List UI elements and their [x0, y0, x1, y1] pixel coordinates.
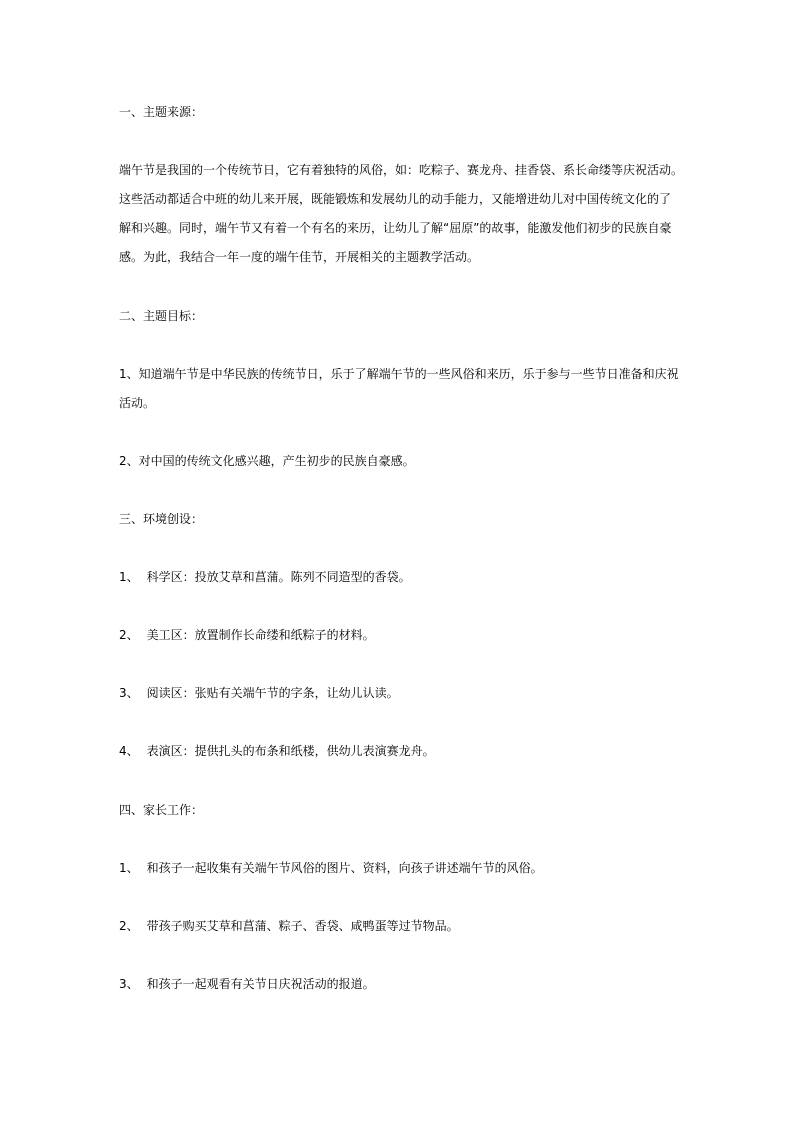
- list-item-text: 和孩子一起观看有关节日庆祝活动的报道。: [146, 977, 375, 991]
- list-item-text: 美工区：放置制作长命缕和纸粽子的材料。: [146, 628, 375, 642]
- list-item-number: 2、: [119, 919, 139, 933]
- list-item-number: 1、: [119, 861, 139, 875]
- list-item-text: 带孩子购买艾草和菖蒲、粽子、香袋、咸鸭蛋等过节物品。: [146, 919, 459, 933]
- list-item-number: 1、: [119, 570, 139, 584]
- list-item-number: 2、: [119, 628, 139, 642]
- list-item-number: 3、: [119, 686, 139, 700]
- section-heading: 四、家长工作：: [119, 803, 204, 817]
- section-heading: 二、主题目标：: [119, 309, 204, 323]
- list-item: [119, 744, 689, 758]
- list-item: [119, 686, 689, 700]
- list-item-text: 和孩子一起收集有关端午节风俗的图片、资料，向孩子讲述端午节的风俗。: [146, 861, 543, 875]
- list-item: [119, 570, 689, 584]
- list-item: 2、对中国的传统文化感兴趣，产生初步的民族自豪感。: [119, 454, 415, 468]
- list-item: [119, 919, 689, 933]
- list-item-text: 科学区：投放艾草和菖蒲。陈列不同造型的香袋。: [146, 570, 411, 584]
- list-item: [119, 628, 689, 642]
- list-item: [119, 861, 689, 875]
- list-item-number: 3、: [119, 977, 139, 991]
- section-heading: 三、环境创设：: [119, 512, 204, 526]
- section-heading: 一、主题来源：: [119, 105, 204, 119]
- list-item-text: 阅读区：张贴有关端午节的字条，让幼儿认读。: [146, 686, 399, 700]
- list-item: [119, 977, 689, 991]
- list-item-line: 活动。: [119, 396, 156, 410]
- list-item-text: 表演区：提供扎头的布条和纸楼，供幼儿表演赛龙舟。: [146, 744, 435, 758]
- list-item-number: 4、: [119, 744, 139, 758]
- paragraph-line: 这些活动都适合中班的幼儿来开展，既能锻炼和发展幼儿的动手能力，又能增进幼儿对中国传统文化的了: [119, 192, 672, 206]
- paragraph-line: 解和兴趣。同时，端午节又有着一个有名的来历，让幼儿了解“屈原”的故事，能激发他们初步的民族自豪: [119, 221, 672, 235]
- paragraph-line: 端午节是我国的一个传统节日，它有着独特的风俗，如：吃粽子、赛龙舟、挂香袋、系长命缕等庆祝活动。: [119, 163, 684, 177]
- paragraph-line: 感。为此，我结合一年一度的端午佳节，开展相关的主题教学活动。: [119, 250, 480, 264]
- list-item-line: 1、知道端午节是中华民族的传统节日，乐于了解端午节的一些风俗和来历，乐于参与一些节日准备和庆祝: [119, 367, 679, 381]
